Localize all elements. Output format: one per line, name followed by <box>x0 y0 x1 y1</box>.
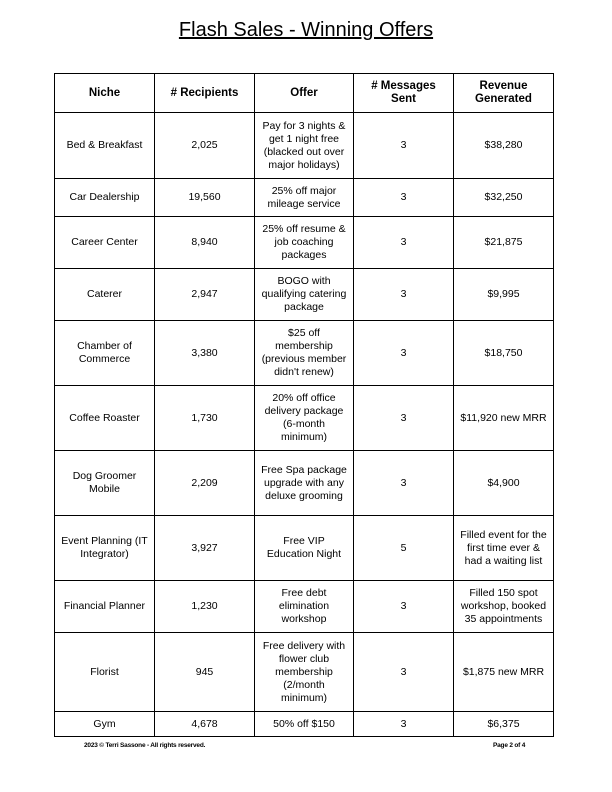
table-header-row <box>55 74 554 113</box>
cell-offer: Free debt elimination workshop <box>255 581 354 633</box>
cell-offer: 25% off resume & job coaching packages <box>255 217 354 269</box>
cell-offer: $25 off membership (previous member didn't renew) <box>255 321 354 386</box>
cell-revenue: $1,875 new MRR <box>454 633 554 712</box>
cell-offer: Free delivery with flower club membership (2/month minimum) <box>255 633 354 712</box>
table-row <box>55 712 554 737</box>
cell-offer: Free VIP Education Night <box>255 516 354 581</box>
cell-revenue: Filled event for the first time ever & had a waiting list <box>454 516 554 581</box>
cell-messages-sent: 3 <box>354 451 454 516</box>
header-revenue: Revenue Generated <box>454 74 554 113</box>
cell-messages-sent: 3 <box>354 269 454 321</box>
cell-niche: Dog Groomer Mobile <box>55 451 155 516</box>
cell-offer: 50% off $150 <box>255 712 354 737</box>
cell-revenue: $21,875 <box>454 217 554 269</box>
cell-offer: 20% off office delivery package (6-month minimum) <box>255 386 354 451</box>
table-row <box>55 321 554 386</box>
header-recipients: # Recipients <box>155 74 255 113</box>
cell-messages-sent: 5 <box>354 516 454 581</box>
cell-niche: Caterer <box>55 269 155 321</box>
header-niche: Niche <box>55 74 155 113</box>
cell-niche: Event Planning (IT Integrator) <box>55 516 155 581</box>
cell-offer: Free Spa package upgrade with any deluxe grooming <box>255 451 354 516</box>
table-row <box>55 581 554 633</box>
cell-niche: Career Center <box>55 217 155 269</box>
cell-messages-sent: 3 <box>354 217 454 269</box>
cell-niche: Car Dealership <box>55 179 155 217</box>
cell-niche: Coffee Roaster <box>55 386 155 451</box>
cell-recipients: 2,947 <box>155 269 255 321</box>
cell-revenue: $11,920 new MRR <box>454 386 554 451</box>
cell-recipients: 2,209 <box>155 451 255 516</box>
cell-recipients: 2,025 <box>155 113 255 179</box>
cell-offer: 25% off major mileage service <box>255 179 354 217</box>
cell-revenue: $4,900 <box>454 451 554 516</box>
cell-niche: Bed & Breakfast <box>55 113 155 179</box>
header-messages-sent: # Messages Sent <box>354 74 454 113</box>
cell-revenue: $9,995 <box>454 269 554 321</box>
cell-messages-sent: 3 <box>354 321 454 386</box>
cell-niche: Florist <box>55 633 155 712</box>
cell-revenue: $38,280 <box>454 113 554 179</box>
cell-revenue: $6,375 <box>454 712 554 737</box>
cell-recipients: 19,560 <box>155 179 255 217</box>
cell-revenue: Filled 150 spot workshop, booked 35 appointments <box>454 581 554 633</box>
cell-recipients: 4,678 <box>155 712 255 737</box>
cell-messages-sent: 3 <box>354 113 454 179</box>
cell-recipients: 1,730 <box>155 386 255 451</box>
cell-recipients: 3,380 <box>155 321 255 386</box>
cell-messages-sent: 3 <box>354 386 454 451</box>
cell-niche: Financial Planner <box>55 581 155 633</box>
cell-niche: Chamber of Commerce <box>55 321 155 386</box>
cell-messages-sent: 3 <box>354 581 454 633</box>
cell-recipients: 1,230 <box>155 581 255 633</box>
page-title: Flash Sales - Winning Offers <box>178 19 434 41</box>
cell-offer: Pay for 3 nights & get 1 night free (blacked out over major holidays) <box>255 113 354 179</box>
table-row <box>55 217 554 269</box>
table-row <box>55 113 554 179</box>
table-row <box>55 386 554 451</box>
offers-table <box>54 73 554 737</box>
cell-messages-sent: 3 <box>354 179 454 217</box>
table-row <box>55 633 554 712</box>
copyright-footer: 2023 © Terri Sassone - All rights reserved. <box>84 742 206 749</box>
cell-messages-sent: 3 <box>354 633 454 712</box>
cell-recipients: 8,940 <box>155 217 255 269</box>
table-row <box>55 451 554 516</box>
cell-revenue: $18,750 <box>454 321 554 386</box>
cell-niche: Gym <box>55 712 155 737</box>
cell-recipients: 3,927 <box>155 516 255 581</box>
header-offer: Offer <box>255 74 354 113</box>
cell-offer: BOGO with qualifying catering package <box>255 269 354 321</box>
table-row <box>55 269 554 321</box>
table-row <box>55 179 554 217</box>
cell-recipients: 945 <box>155 633 255 712</box>
cell-messages-sent: 3 <box>354 712 454 737</box>
table-row <box>55 516 554 581</box>
cell-revenue: $32,250 <box>454 179 554 217</box>
page-number: Page 2 of 4 <box>493 742 526 749</box>
